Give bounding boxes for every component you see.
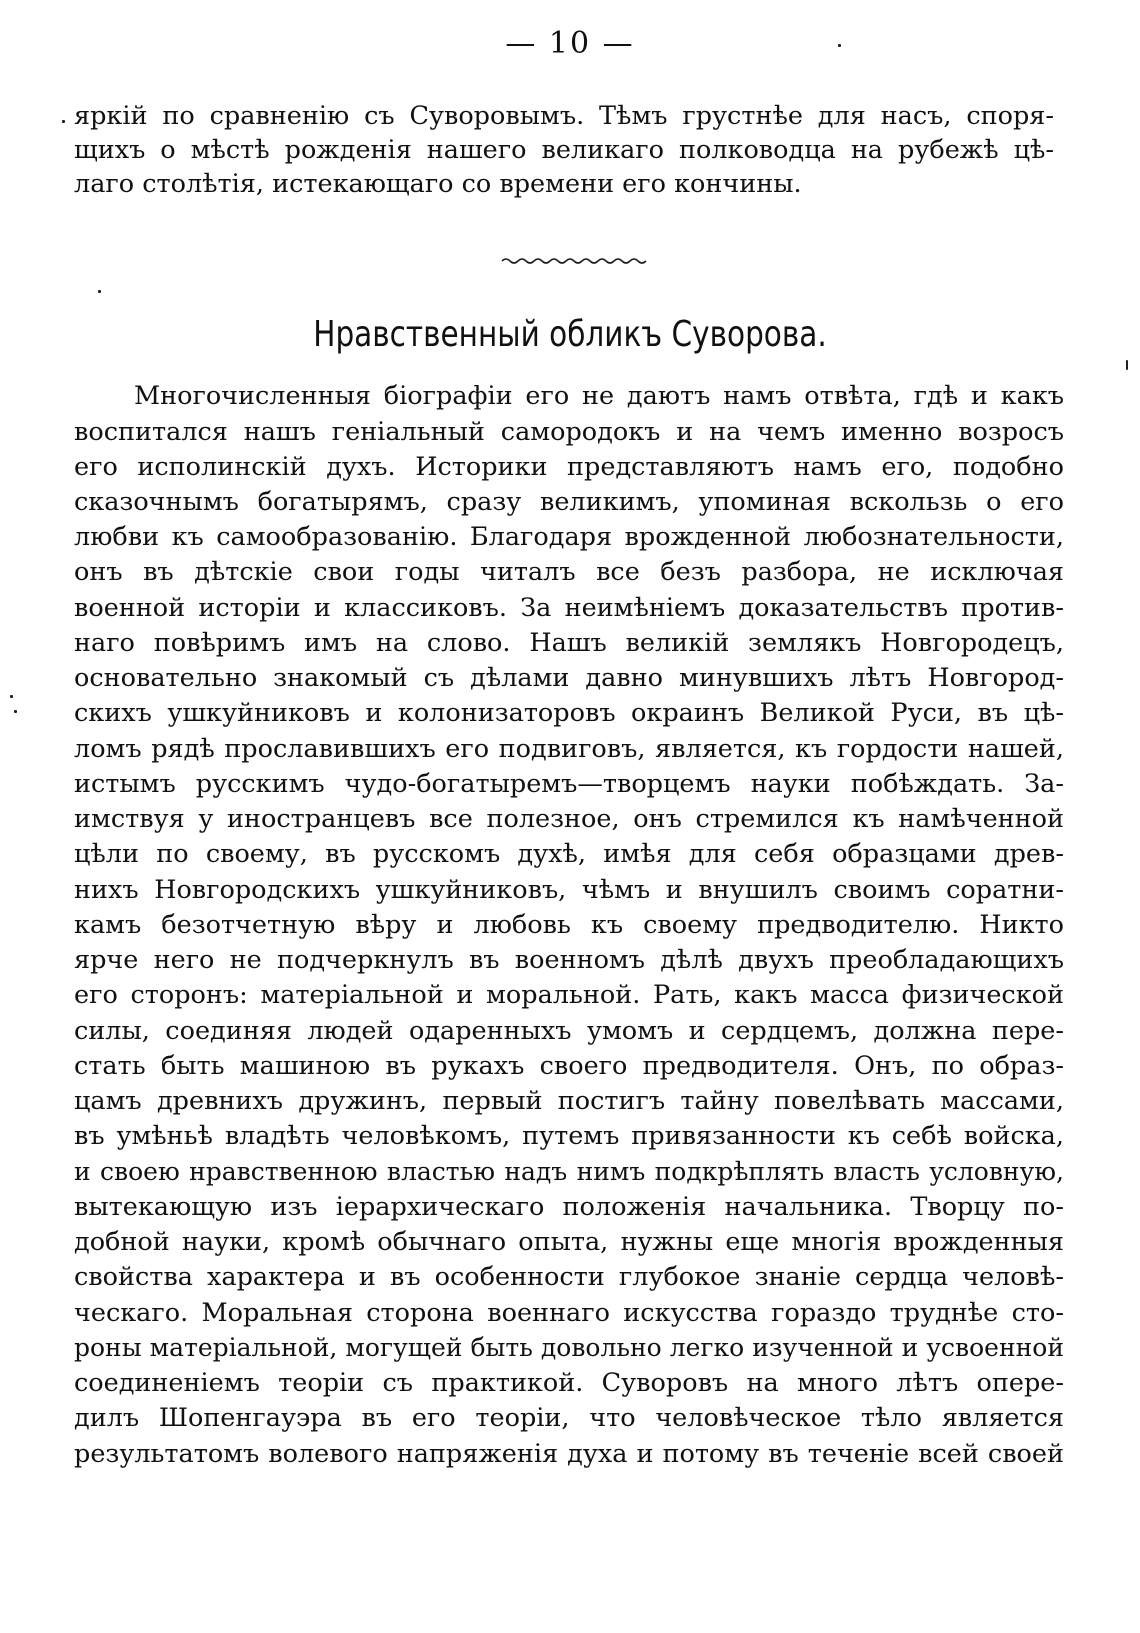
- text-line: Многочисленныя біографіи его не даютъ намъ отвѣта, гдѣ и какъ: [134, 381, 1064, 411]
- text-line: результатомъ волевого напряженія духа и потому въ теченіе всей своей: [74, 1439, 1064, 1469]
- text-line: военной исторіи и классиковъ. За неимѣніемъ доказательствъ против-: [74, 593, 1064, 623]
- text-line: цамъ древнихъ дружинъ, первый постигъ тайну повелѣвать массами,: [74, 1086, 1064, 1116]
- text-line: въ умѣньѣ владѣть человѣкомъ, путемъ привязанности къ себѣ войска,: [74, 1121, 1064, 1151]
- text-line: стать быть машиною въ рукахъ своего предводителя. Онъ, по образ-: [74, 1051, 1064, 1081]
- text-line: онъ въ дѣтскіе свои годы читалъ все безъ разбора, не исключая: [74, 557, 1064, 587]
- text-line: наго повѣримъ имъ на слово. Нашъ великій землякъ Новгородецъ,: [74, 628, 1064, 658]
- text-line: силы, соединяя людей одаренныхъ умомъ и сердцемъ, должна пере-: [74, 1016, 1064, 1046]
- scan-speck: [98, 290, 101, 293]
- text-line: его исполинскій духъ. Историки представляютъ намъ его, подобно: [74, 452, 1064, 482]
- scan-speck: [1126, 360, 1128, 370]
- text-line: вытекающую изъ іерархическаго положенія начальника. Творцу по-: [74, 1192, 1064, 1222]
- text-line: воспитался нашъ геніальный самородокъ и на чемъ именно возросъ: [74, 417, 1064, 447]
- scan-speck: [10, 695, 13, 698]
- text-line: дилъ Шопенгауэра въ его теоріи, что человѣческое тѣло является: [74, 1403, 1064, 1433]
- text-line: ломъ рядѣ прославившихъ его подвиговъ, является, къ гордости нашей,: [74, 734, 1064, 764]
- text-line: нихъ Новгородскихъ ушкуйниковъ, чѣмъ и внушилъ своимъ соратни-: [74, 875, 1064, 905]
- text-line: имствуя у иностранцевъ все полезное, онъ стремился къ намѣченной: [74, 804, 1064, 834]
- text-line: свойства характера и въ особенности глубокое знаніе сердца человѣ-: [74, 1262, 1064, 1292]
- text-line: скихъ ушкуйниковъ и колонизаторовъ окраинъ Великой Руси, въ цѣ-: [74, 698, 1064, 728]
- text-line: любви къ самообразованію. Благодаря врожденной любознательности,: [74, 522, 1064, 552]
- text-line: щихъ о мѣстѣ рожденія нашего великаго полководца на рубежѣ цѣ-: [74, 135, 1054, 165]
- text-line: яркій по сравненію съ Суворовымъ. Тѣмъ грустнѣе для насъ, споря-: [74, 101, 1054, 131]
- text-line: и своею нравственною властью надъ нимъ подкрѣплять власть условную,: [74, 1157, 1064, 1186]
- wavy-divider: [500, 255, 650, 267]
- section-title: Нравственный обликъ Суворова.: [313, 314, 827, 355]
- text-line: истымъ русскимъ чудо-богатыремъ—творцемъ науки побѣждать. За-: [74, 769, 1064, 799]
- text-line: ческаго. Моральная сторона военнаго искусства гораздо труднѣе сто-: [74, 1298, 1064, 1328]
- text-line: соединеніемъ теоріи съ практикой. Суворовъ на много лѣтъ опере-: [74, 1368, 1064, 1398]
- scan-speck: [62, 120, 65, 123]
- page-number: — 10 —: [505, 26, 635, 61]
- text-line: камъ безотчетную вѣру и любовь къ своему предводителю. Никто: [74, 910, 1064, 940]
- text-line: лаго столѣтія, истекающаго со времени его кончины.: [74, 169, 802, 199]
- text-line: ярче него не подчеркнулъ въ военномъ дѣлѣ двухъ преобладающихъ: [74, 945, 1064, 975]
- text-line: его сторонъ: матеріальной и моральной. Рать, какъ масса физической: [74, 980, 1064, 1010]
- text-line: добной науки, кромѣ обычнаго опыта, нужны еще многія врожденныя: [74, 1227, 1064, 1257]
- text-line: сказочнымъ богатырямъ, сразу великимъ, упоминая вскользь о его: [74, 487, 1064, 517]
- scan-speck: [838, 44, 841, 47]
- text-line: цѣли по своему, въ русскомъ духѣ, имѣя для себя образцами древ-: [74, 839, 1064, 869]
- scan-speck: [14, 710, 17, 713]
- text-line: роны матеріальной, могущей быть довольно легко изученной и усвоенной: [74, 1333, 1064, 1362]
- text-line: основательно знакомый съ дѣлами давно минувшихъ лѣтъ Новгород-: [74, 663, 1064, 693]
